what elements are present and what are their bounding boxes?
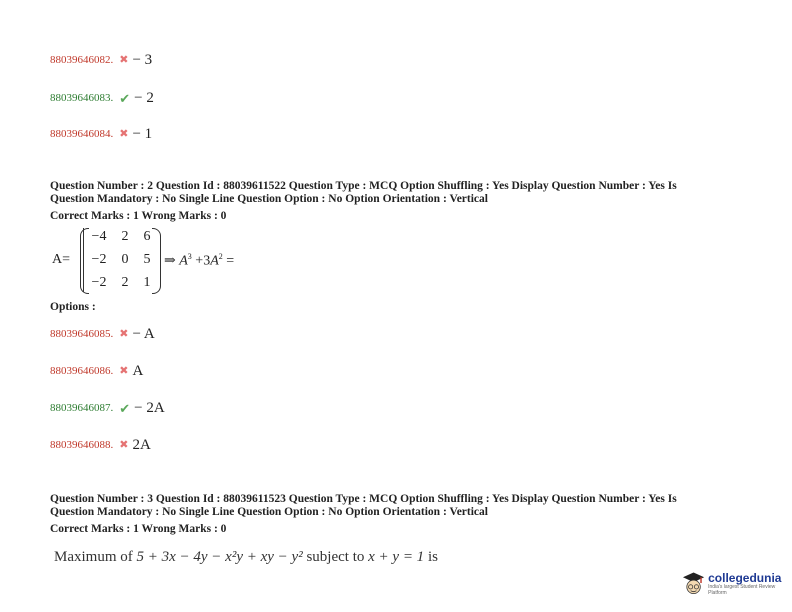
cross-icon: ✖ xyxy=(119,438,129,451)
matrix-cell: −2 xyxy=(91,275,107,290)
cross-icon: ✖ xyxy=(119,127,129,140)
matrix-cell: 2 xyxy=(121,275,129,290)
option-id: 88039646086. xyxy=(50,365,114,377)
question-text-mid: subject to xyxy=(302,549,369,565)
matrix-cell: 5 xyxy=(143,252,151,267)
option-value: − 2A xyxy=(134,399,165,416)
question-marks: Correct Marks : 1 Wrong Marks : 0 xyxy=(50,523,227,535)
right-bracket xyxy=(152,228,161,294)
logo-name: collegedunia xyxy=(708,571,782,585)
option-id: 88039646083. xyxy=(50,92,114,104)
graduate-mascot-icon xyxy=(682,571,705,597)
question-text xyxy=(54,549,438,566)
logo-tagline: India's largest Student Review Platform xyxy=(708,584,776,596)
question-text-prefix: Maximum of xyxy=(54,549,137,565)
option-id: 88039646082. xyxy=(50,54,114,66)
option-row xyxy=(50,362,143,380)
option-value: − 3 xyxy=(132,51,153,68)
plus-coefficient: +3 xyxy=(195,253,211,269)
checkmark-icon: ✔ xyxy=(119,400,131,416)
options-label: Options : xyxy=(50,301,96,313)
exponent: 3 xyxy=(187,252,192,261)
question-meta-line2: Question Mandatory : No Single Line Question Option : No Option Orientation : Vertical xyxy=(50,193,488,205)
question-header xyxy=(50,493,750,536)
cross-icon: ✖ xyxy=(119,364,129,377)
option-id: 88039646088. xyxy=(50,439,114,451)
option-row xyxy=(50,436,151,454)
matrix-rhs xyxy=(164,252,234,270)
option-id: 88039646087. xyxy=(50,402,114,414)
option-value: A xyxy=(132,362,144,379)
question-marks: Correct Marks : 1 Wrong Marks : 0 xyxy=(50,210,227,222)
matrix-cell: 6 xyxy=(143,229,151,244)
exponent: 2 xyxy=(218,252,223,261)
question-meta-line1: Question Number : 3 Question Id : 88039611523 Question Type : MCQ Option Shuffling : Yes Display Question Number : Yes Is xyxy=(50,493,677,505)
option-id: 88039646085. xyxy=(50,328,114,340)
option-row xyxy=(50,89,154,107)
matrix-cell: −2 xyxy=(91,252,107,267)
collegedunia-logo xyxy=(682,571,792,597)
option-row xyxy=(50,325,155,343)
option-row xyxy=(50,125,152,143)
a-squared-base: A xyxy=(210,253,219,269)
cross-icon: ✖ xyxy=(119,327,129,340)
option-value: − 2 xyxy=(134,89,154,106)
checkmark-icon: ✔ xyxy=(119,90,131,106)
implies-arrow: ⇒ xyxy=(164,253,176,269)
question-text-suffix: is xyxy=(424,549,438,565)
option-value: − 1 xyxy=(132,125,153,142)
matrix-cell: 0 xyxy=(121,252,129,267)
question-header xyxy=(50,180,750,223)
option-value: − A xyxy=(132,325,155,342)
matrix-cell: −4 xyxy=(91,229,107,244)
option-row xyxy=(50,399,165,417)
equals-sign: = xyxy=(226,253,235,269)
question-meta-line1: Question Number : 2 Question Id : 88039611522 Question Type : MCQ Option Shuffling : Yes Display Question Number : Yes Is xyxy=(50,180,677,192)
a-cubed-base: A xyxy=(179,253,188,269)
option-id: 88039646084. xyxy=(50,128,114,140)
cross-icon: ✖ xyxy=(119,53,129,66)
question-expression: 5 + 3x − 4y − x²y + xy − y² xyxy=(136,549,303,565)
matrix-cell: 2 xyxy=(121,229,129,244)
matrix-cell: 1 xyxy=(143,275,151,290)
question-constraint: x + y = 1 xyxy=(368,549,425,565)
question-meta-line2: Question Mandatory : No Single Line Question Option : No Option Orientation : Vertical xyxy=(50,506,488,518)
left-bracket-line xyxy=(83,228,84,292)
option-row xyxy=(50,51,152,69)
option-value: 2A xyxy=(132,436,151,453)
matrix-label: A= xyxy=(52,252,71,267)
